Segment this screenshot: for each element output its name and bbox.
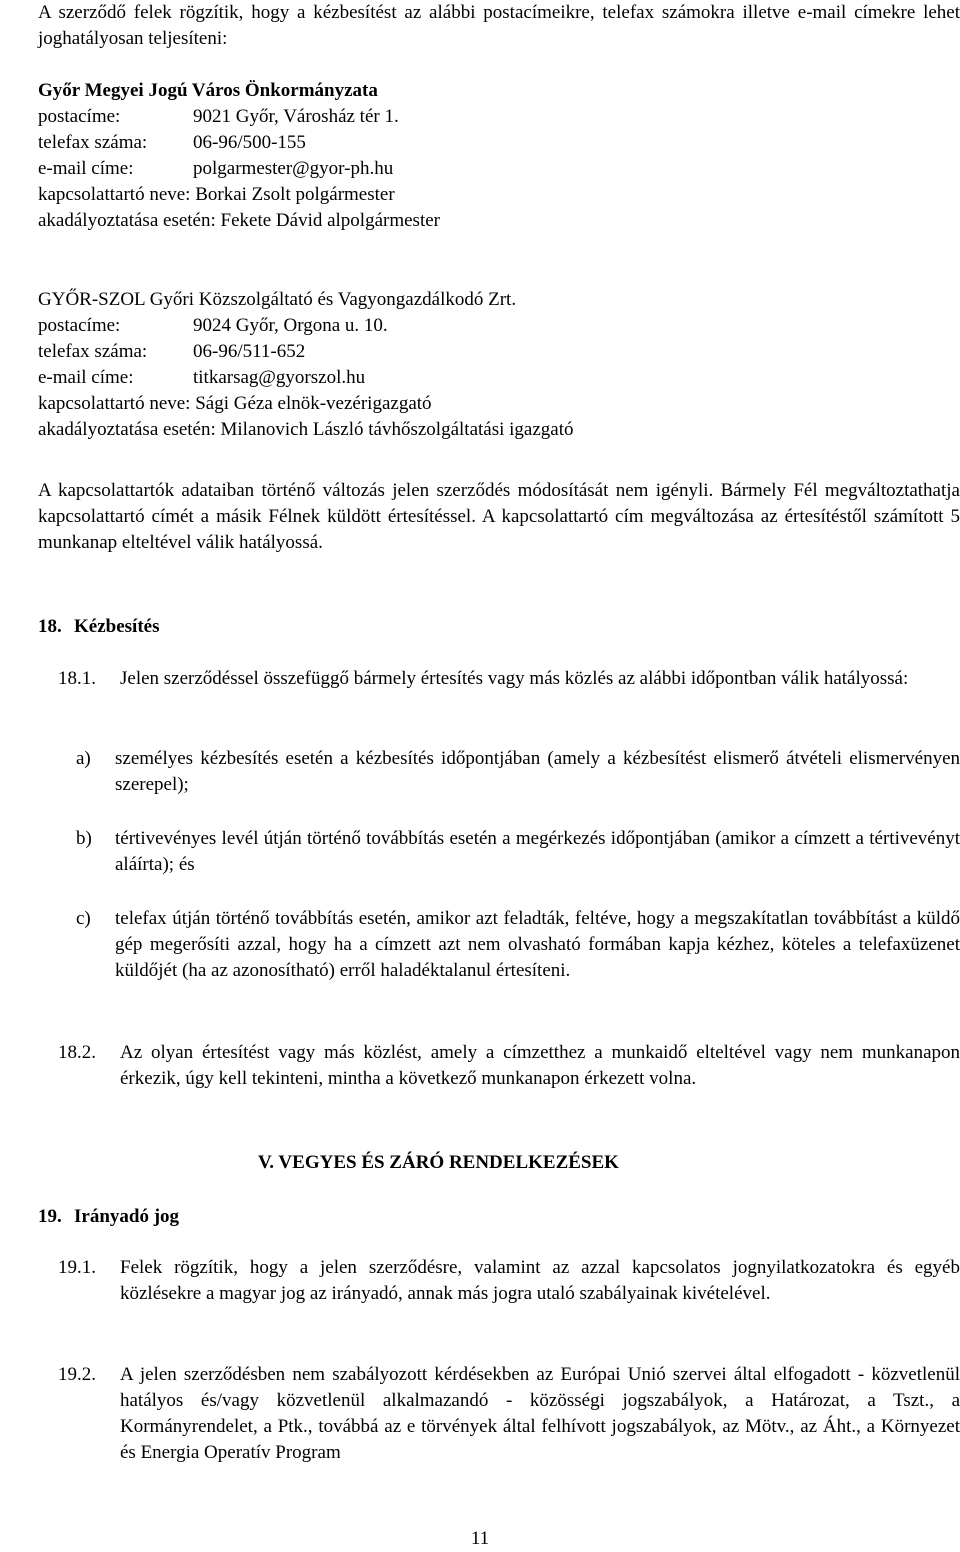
party1-block (38, 78, 960, 234)
party1-contact: kapcsolattartó neve: Borkai Zsolt polgármester (38, 184, 395, 205)
clause-number: 18.1. (58, 668, 96, 689)
fax-label: telefax száma: (38, 132, 148, 153)
postal-value: 9021 Győr, Városház tér 1. (193, 106, 399, 127)
party2-postal (38, 313, 960, 339)
party2-block (38, 287, 960, 443)
intro-paragraph: A szerződő felek rögzítik, hogy a kézbesítést az alábbi postacímeikre, telefax számokra illetve e-mail címekre lehet joghatályosan teljesíteni: (38, 2, 960, 49)
clause-text: Felek rögzítik, hogy a jelen szerződésre, valamint az azzal kapcsolatos jognyilatkozatokra és egyéb közlésekre a magyar jog az irányadó, annak más jogra utaló szabályainak kivételével. (120, 1257, 960, 1304)
change-note-paragraph: A kapcsolattartók adataiban történő változás jelen szerződés módosítását nem igényli. Bármely Fél megváltoztathatja kapcsolattartó címét a másik Félnek küldött értesítéssel. A kapcsolattartó cím megváltozása az értesítéstől számított 5 munkanap elteltével válik hatályossá. (38, 480, 960, 553)
section-18-heading (38, 614, 960, 640)
section-title: Irányadó jog (74, 1206, 180, 1227)
party1-substitute: akadályoztatása esetén: Fekete Dávid alpolgármester (38, 210, 440, 231)
postal-value: 9024 Győr, Orgona u. 10. (193, 315, 388, 336)
party2-substitute: akadályoztatása esetén: Milanovich László távhőszolgáltatási igazgató (38, 419, 574, 440)
party1-email (38, 156, 960, 182)
item-letter: a) (76, 748, 91, 769)
item-text: személyes kézbesítés esetén a kézbesítés időpontjában (amely a kézbesítést elismerő átvételi elismervényen szerepel); (115, 748, 960, 795)
postal-label: postacíme: (38, 106, 121, 127)
item-letter: c) (76, 908, 91, 929)
email-value: titkarsag@gyorszol.hu (193, 367, 366, 388)
item-letter: b) (76, 828, 92, 849)
party2-fax (38, 339, 960, 365)
party1-fax (38, 130, 960, 156)
page-number: 11 (470, 1528, 490, 1549)
clause-text: A jelen szerződésben nem szabályozott kérdésekben az Európai Unió szervei által elfogadott - közvetlenül hatályos és/vagy közvetlenül alkalmazandó - közösségi jogszabályok, a Határozat, a Tszt., a Kormányrendelet, a Ptk., továbbá az e törvények által felhívott jogszabályok, az Mötv., az Áht., a Környezet és Energia Operatív Program (120, 1364, 960, 1463)
item-text: tértivevényes levél útján történő továbbítás esetén a megérkezés időpontjában (amikor a címzett a tértivevényt aláírta); és (115, 828, 960, 875)
chapter-title: V. VEGYES ÉS ZÁRÓ RENDELKEZÉSEK (258, 1152, 619, 1173)
clause-text: Az olyan értesítést vagy más közlést, amely a címzetthez a munkaidő elteltével vagy nem munkanapon érkezik, úgy kell tekinteni, mintha a következő munkanapon érkezett volna. (120, 1042, 960, 1089)
postal-label: postacíme: (38, 315, 121, 336)
fax-label: telefax száma: (38, 341, 148, 362)
party2-email (38, 365, 960, 391)
section-number: 19. (38, 1206, 62, 1227)
clause-text: Jelen szerződéssel összefüggő bármely értesítés vagy más közlés az alábbi időpontban válik hatályossá: (120, 668, 909, 689)
fax-value: 06-96/500-155 (193, 132, 306, 153)
fax-value: 06-96/511-652 (193, 341, 306, 362)
section-number: 18. (38, 616, 62, 637)
clause-number: 18.2. (58, 1042, 96, 1063)
email-value: polgarmester@gyor-ph.hu (193, 158, 394, 179)
email-label: e-mail címe: (38, 158, 134, 179)
party2-name: GYŐR-SZOL Győri Közszolgáltató és Vagyongazdálkodó Zrt. (38, 289, 517, 310)
clause-number: 19.2. (58, 1364, 96, 1385)
section-19-heading (38, 1204, 960, 1230)
item-text: telefax útján történő továbbítás esetén, amikor azt feladták, feltéve, hogy a megszakítatlan továbbítást a küldő gép megerősíti azzal, hogy ha a címzett azt nem olvasható formában kapja kézhez, köteles a telefaxüzenet küldőjét (ha az azonosítható) erről haladéktalanul értesíteni. (115, 908, 960, 981)
section-title: Kézbesítés (74, 616, 160, 637)
email-label: e-mail címe: (38, 367, 134, 388)
party1-name: Győr Megyei Jogú Város Önkormányzata (38, 80, 378, 101)
party1-postal (38, 104, 960, 130)
clause-number: 19.1. (58, 1257, 96, 1278)
party2-contact: kapcsolattartó neve: Sági Géza elnök-vezérigazgató (38, 393, 432, 414)
